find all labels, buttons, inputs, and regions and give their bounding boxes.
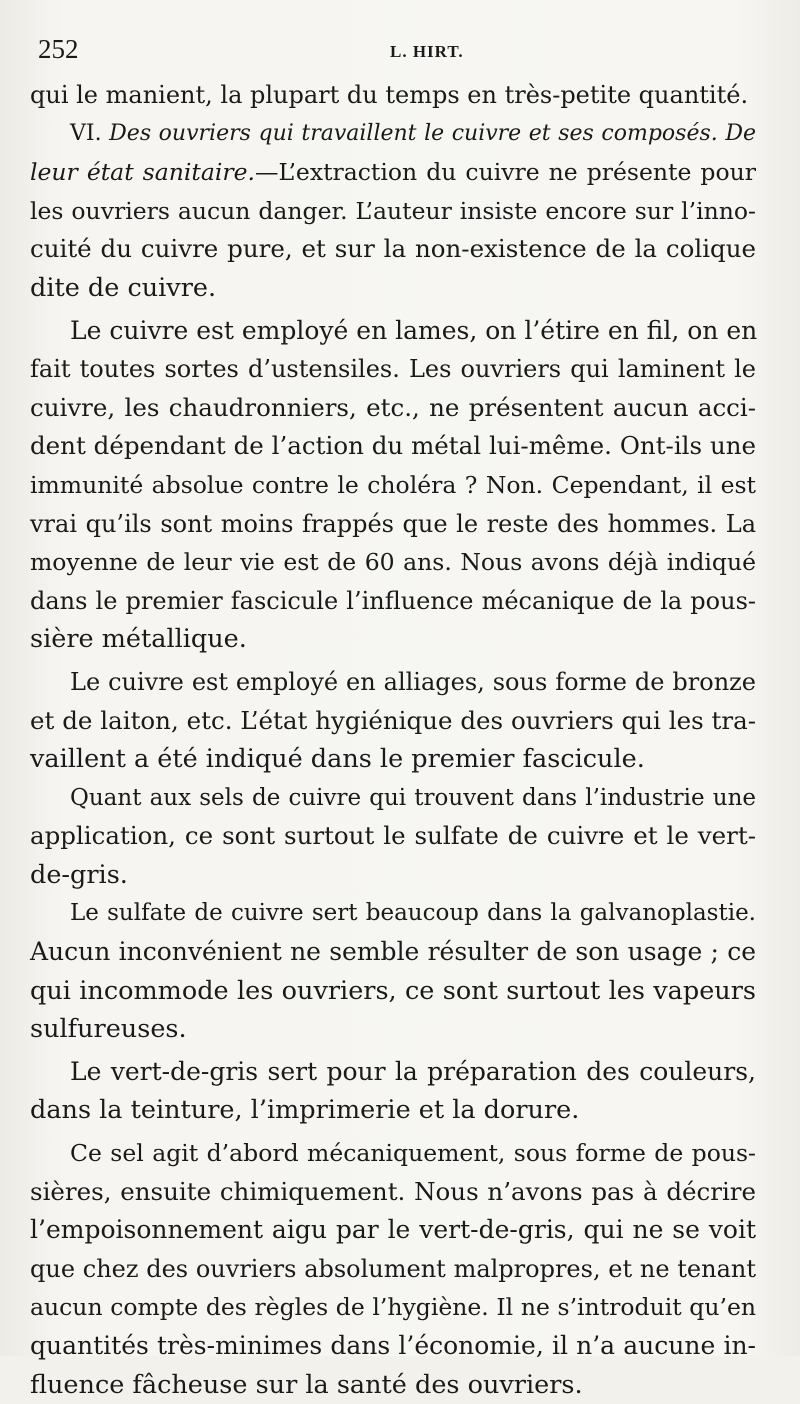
- text-line: dite de cuivre.: [30, 272, 217, 303]
- page-header: [38, 34, 760, 68]
- text-line: Le cuivre est employé en alliages, sous forme de bronze: [70, 667, 756, 696]
- text-line: quantités très-minimes dans l’économie, il n’a aucune in-: [30, 1331, 756, 1360]
- running-head: L. HIRT.: [390, 42, 464, 61]
- section-heading-line: [30, 115, 756, 154]
- text-line: Ce sel agit d’abord mécaniquement, sous forme de pous-: [70, 1139, 756, 1168]
- text-line: moyenne de leur vie est de 60 ans. Nous avons déjà indiqué: [30, 548, 756, 577]
- text-line: sières, ensuite chimiquement. Nous n’avons pas à décrire: [30, 1176, 756, 1206]
- section-text: —L’extraction du cuivre ne présente pour: [254, 158, 756, 187]
- text-line: fait toutes sortes d’ustensiles. Les ouvriers qui laminent le: [30, 355, 756, 384]
- section-number: VI.: [70, 120, 102, 146]
- text-line: Le cuivre est employé en lames, on l’étire en fil, on en: [70, 315, 758, 345]
- text-line: application, ce sont surtout le sulfate de cuivre et le vert-: [30, 821, 756, 851]
- text-line: immunité absolue contre le choléra ? Non. Cependant, il est: [30, 470, 756, 499]
- text-line: l’empoisonnement aigu par le vert-de-gris, qui ne se voit: [30, 1215, 756, 1245]
- page-number: 252: [38, 34, 79, 64]
- section-title-cont: leur état sanitaire.: [30, 158, 255, 187]
- text-line: qui incommode les ouvriers, ce sont surtout les vapeurs: [30, 975, 756, 1006]
- text-line: que chez des ouvriers absolument malpropres, et ne tenant: [30, 1254, 756, 1283]
- text-line: Le vert-de-gris sert pour la préparation des couleurs,: [70, 1056, 756, 1086]
- text-line: dent dépendant de l’action du métal lui-même. Ont-ils une: [30, 431, 756, 461]
- text-line: Quant aux sels de cuivre qui trouvent dans l’industrie une: [70, 784, 756, 811]
- text-line: Aucun inconvénient ne semble résulter de son usage ; ce: [30, 937, 756, 967]
- text-line: et de laiton, etc. L’état hygiénique des ouvriers qui les tra-: [30, 705, 756, 735]
- text-line: fluence fâcheuse sur la santé des ouvriers.: [30, 1369, 583, 1400]
- text-line: [30, 153, 756, 192]
- text-line: sière métallique.: [30, 624, 247, 655]
- text-line: sulfureuses.: [30, 1014, 187, 1045]
- text-line: Le sulfate de cuivre sert beaucoup dans la galvanoplastie.: [70, 900, 756, 927]
- text-line: de-gris.: [30, 859, 128, 890]
- section-title: Des ouvriers qui travaillent le cuivre et ses composés. De: [109, 120, 756, 146]
- text-line: cuivre, les chaudronniers, etc., ne présentent aucun acci-: [30, 392, 756, 422]
- text-line: dans la teinture, l’imprimerie et la dorure.: [30, 1095, 580, 1126]
- text-line: les ouvriers aucun danger. L’auteur insiste encore sur l’inno-: [30, 196, 756, 225]
- body-text: [30, 76, 756, 1404]
- text-line: qui le manient, la plupart du temps en très-petite quantité.: [30, 81, 749, 109]
- text-line: aucun compte des règles de l’hygiène. Il ne s’introduit qu’en: [30, 1293, 756, 1322]
- text-line: vaillent a été indiqué dans le premier fascicule.: [30, 744, 645, 775]
- text-line: cuité du cuivre pure, et sur la non-existence de la colique: [30, 234, 756, 264]
- text-line: vrai qu’ils sont moins frappés que le reste des hommes. La: [30, 509, 756, 538]
- text-line: dans le premier fascicule l’influence mécanique de la pous-: [30, 586, 756, 615]
